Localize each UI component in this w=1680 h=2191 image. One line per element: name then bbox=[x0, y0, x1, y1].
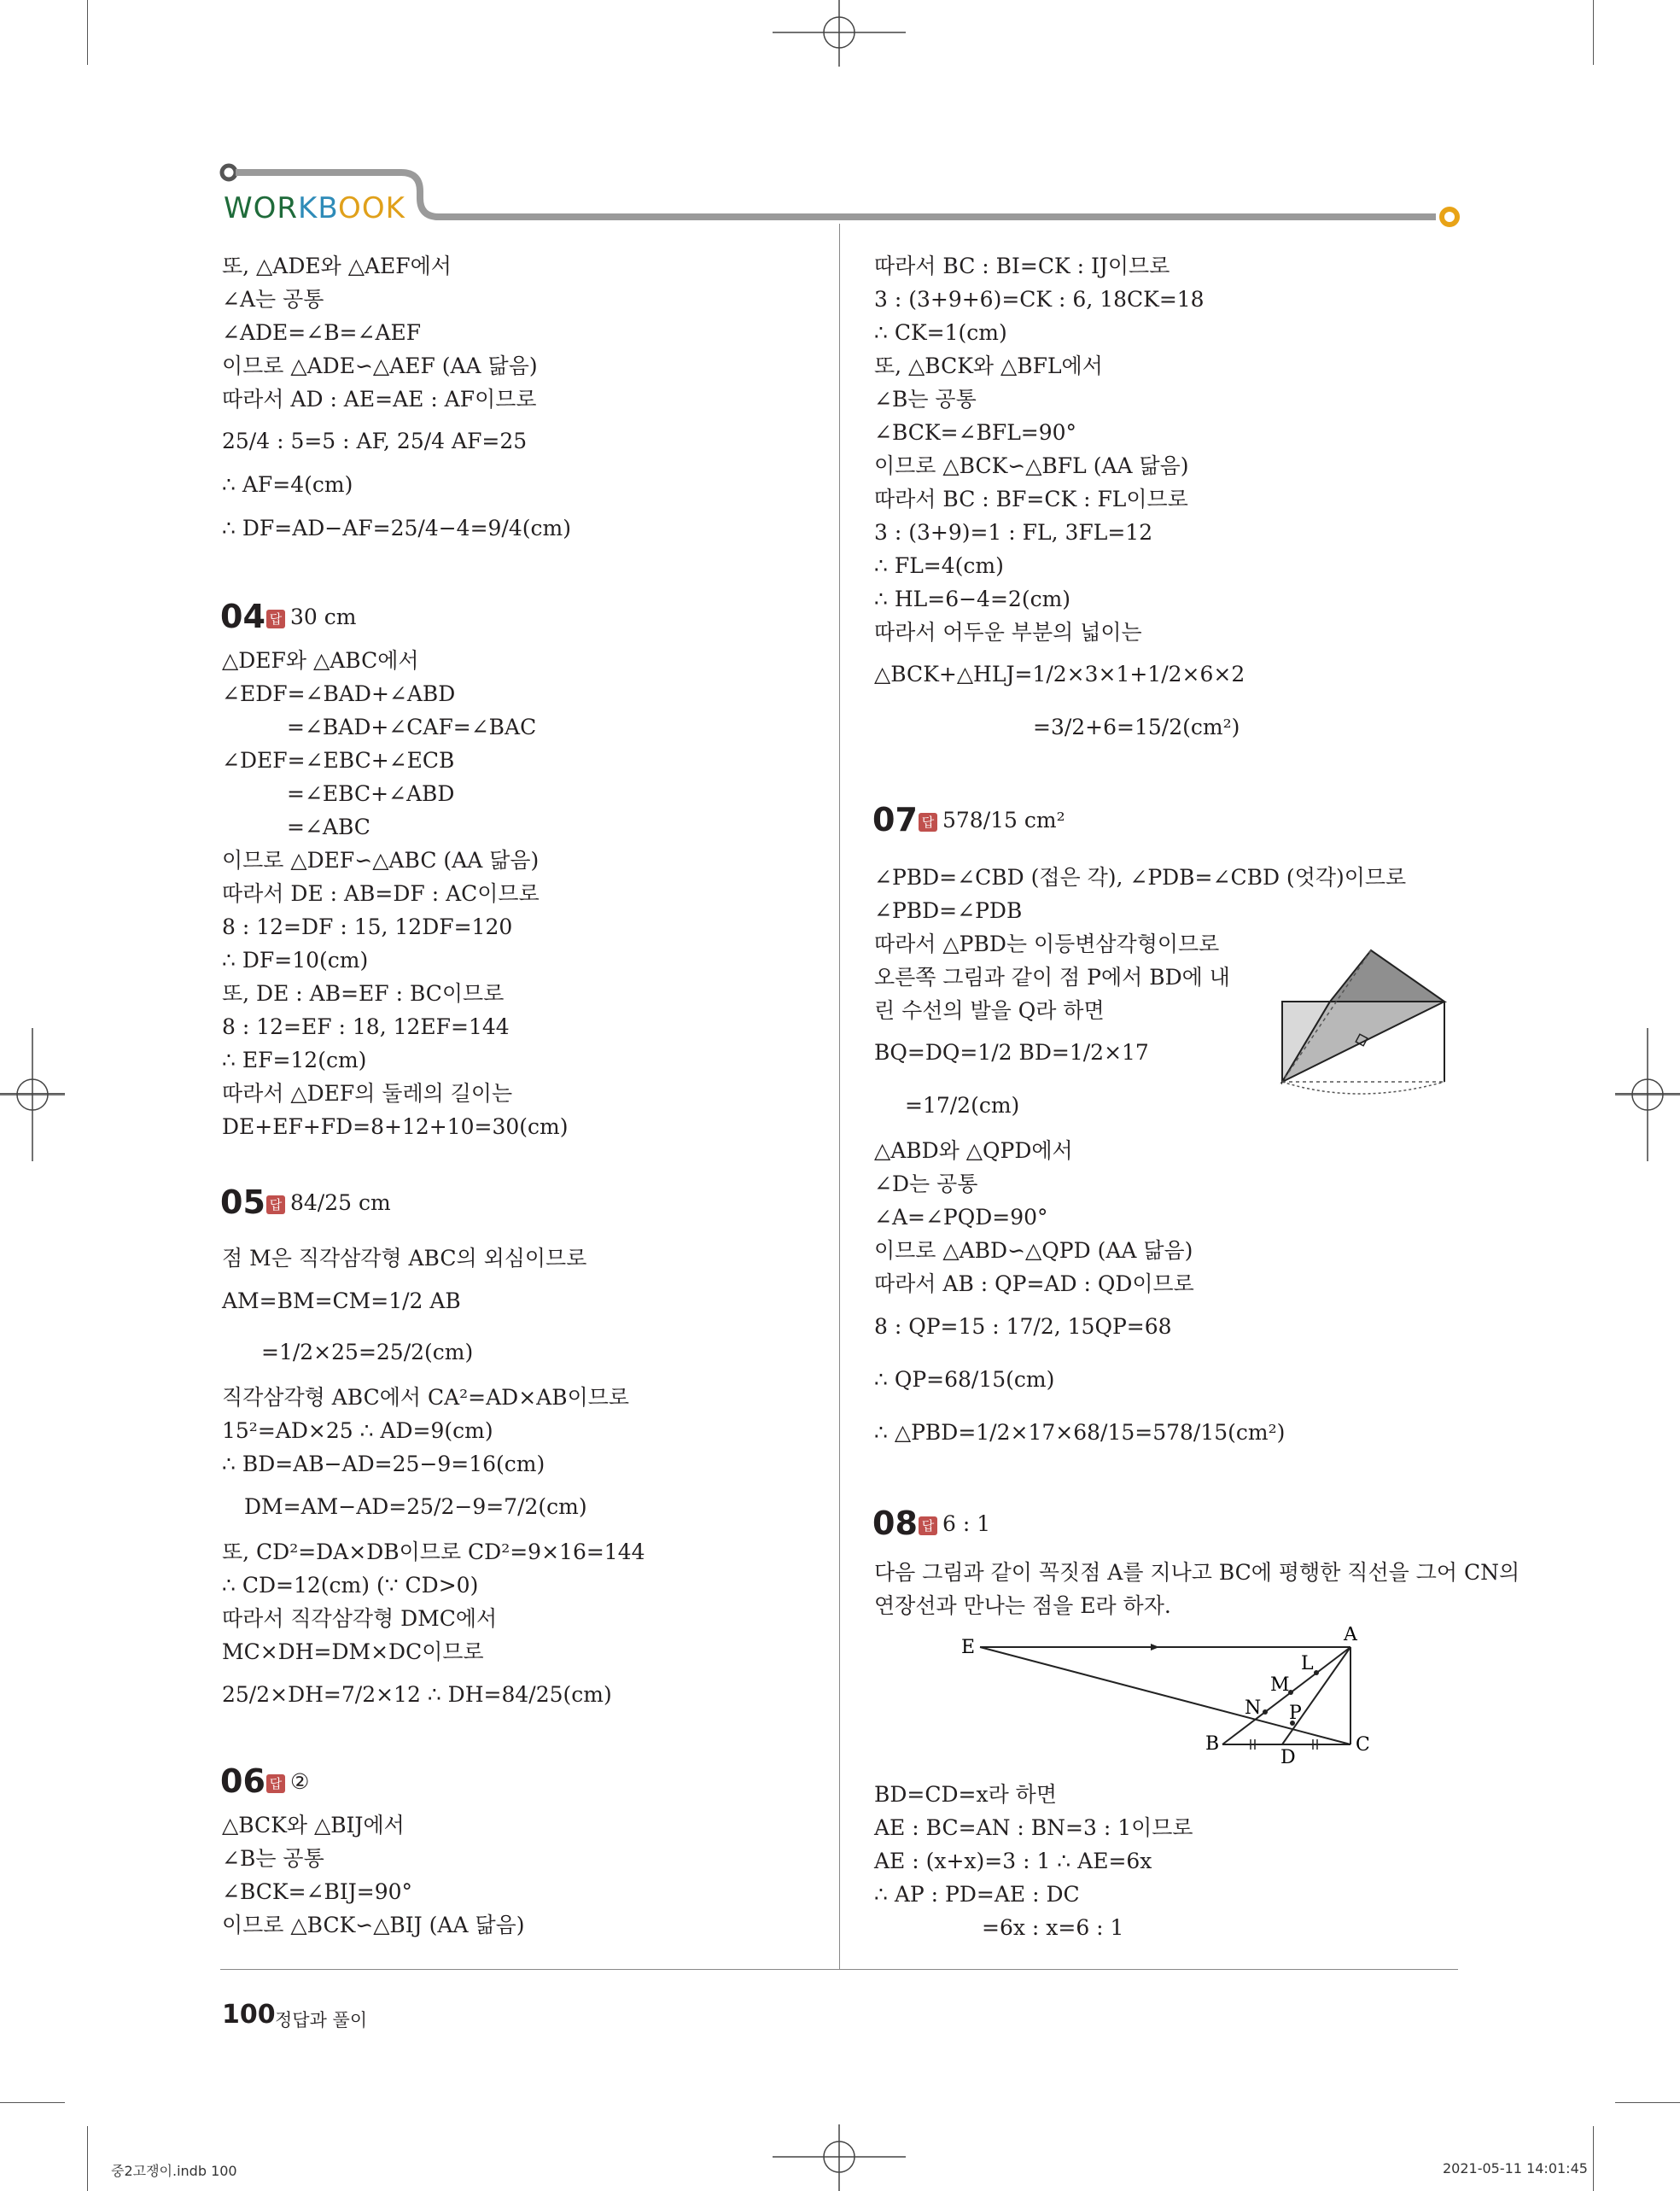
text-line: DM=AM−AD=25/2−9=7/2(cm) bbox=[244, 1494, 587, 1519]
answer-text: 578/15 cm² bbox=[942, 808, 1065, 833]
label: L bbox=[1301, 1653, 1314, 1674]
bottom-rule bbox=[220, 1969, 1458, 1970]
text-line: =∠ABC bbox=[287, 815, 370, 839]
text-line: ∠EDF=∠BAD+∠ABD bbox=[222, 681, 456, 706]
logo-letter: K bbox=[385, 191, 405, 225]
answer-icon: 답 bbox=[919, 813, 937, 832]
text-line: ∠B는 공통 bbox=[874, 387, 977, 412]
text-line: ∴ EF=12(cm) bbox=[222, 1048, 367, 1072]
text-line: AE : BC=AN : BN=3 : 1이므로 bbox=[874, 1815, 1193, 1840]
text-line: 또, △ADE와 △AEF에서 bbox=[222, 254, 452, 278]
text-line: AM=BM=CM=1/2 AB bbox=[222, 1288, 461, 1313]
text-line: 따라서 △DEF의 둘레의 길이는 bbox=[222, 1081, 513, 1106]
label: M bbox=[1270, 1674, 1290, 1696]
text-line: 따라서 △PBD는 이등변삼각형이므로 bbox=[874, 932, 1220, 956]
text-line: =3/2+6=15/2(cm²) bbox=[1033, 715, 1240, 739]
text-line: 점 M은 직각삼각형 ABC의 외심이므로 bbox=[222, 1246, 587, 1271]
text-line: 또, △BCK와 △BFL에서 bbox=[874, 353, 1103, 378]
text-line: 이므로 △BCK∽△BFL (AA 닮음) bbox=[874, 453, 1189, 478]
text-line: 이므로 △BCK∽△BIJ (AA 닮음) bbox=[222, 1913, 525, 1937]
text-line: MC×DH=DM×DC이므로 bbox=[222, 1639, 484, 1664]
text-line: ∠A는 공통 bbox=[222, 287, 324, 312]
answer-icon: 답 bbox=[266, 1774, 285, 1793]
answer-badge bbox=[919, 1511, 990, 1536]
text-line: 직각삼각형 ABC에서 CA²=AD×AB이므로 bbox=[222, 1385, 630, 1410]
text-line: 따라서 어두운 부분의 넓이는 bbox=[874, 620, 1142, 645]
label: N bbox=[1245, 1697, 1262, 1719]
workbook-logo bbox=[224, 191, 405, 225]
section-number: 06 bbox=[220, 1762, 265, 1800]
text-line: 8 : QP=15 : 17/2, 15QP=68 bbox=[874, 1314, 1172, 1339]
text-line: =6x : x=6 : 1 bbox=[982, 1915, 1124, 1940]
page-number: 100 bbox=[222, 2000, 276, 2030]
text-line: ∴ CK=1(cm) bbox=[874, 320, 1007, 345]
answer-badge bbox=[266, 1769, 309, 1794]
text-line: 이므로 △ADE∽△AEF (AA 닮음) bbox=[222, 353, 538, 378]
text-line: 25/2×DH=7/2×12 ∴ DH=84/25(cm) bbox=[222, 1682, 612, 1707]
text-line: ∴ △PBD=1/2×17×68/15=578/15(cm²) bbox=[874, 1420, 1286, 1445]
text-line: =∠EBC+∠ABD bbox=[287, 781, 455, 806]
text-line: ∠DEF=∠EBC+∠ECB bbox=[222, 748, 455, 773]
text-line: 8 : 12=DF : 15, 12DF=120 bbox=[222, 914, 513, 939]
answer-text: ② bbox=[290, 1769, 310, 1794]
text-line: 8 : 12=EF : 18, 12EF=144 bbox=[222, 1014, 510, 1039]
logo-letter: O bbox=[253, 191, 277, 225]
text-line: 오른쪽 그림과 같이 점 P에서 BD에 내 bbox=[874, 965, 1230, 990]
text-line: 25/4 : 5=5 : AF, 25/4 AF=25 bbox=[222, 429, 528, 453]
text-line: DE+EF+FD=8+12+10=30(cm) bbox=[222, 1114, 569, 1139]
text-line: ∴ DF=AD−AF=25/4−4=9/4(cm) bbox=[222, 516, 571, 540]
text-line: BD=CD=x라 하면 bbox=[874, 1782, 1057, 1807]
answer-text: 30 cm bbox=[290, 605, 357, 629]
logo-letter: B bbox=[318, 191, 339, 225]
text-line: AE : (x+x)=3 : 1 ∴ AE=6x bbox=[874, 1849, 1152, 1873]
text-line: =1/2×25=25/2(cm) bbox=[261, 1340, 474, 1364]
text-line: 다음 그림과 같이 꼭짓점 A를 지나고 BC에 평행한 직선을 그어 CN의 bbox=[874, 1560, 1520, 1585]
text-line: △BCK+△HLJ=1/2×3×1+1/2×6×2 bbox=[874, 662, 1245, 687]
text-line: ∠PBD=∠CBD (접은 각), ∠PDB=∠CBD (엇각)이므로 bbox=[874, 865, 1407, 890]
answer-badge bbox=[919, 808, 1065, 833]
text-line: ∠BCK=∠BFL=90° bbox=[874, 420, 1077, 445]
text-line: ∴ DF=10(cm) bbox=[222, 948, 369, 973]
text-line: 15²=AD×25 ∴ AD=9(cm) bbox=[222, 1418, 493, 1443]
logo-letter: R bbox=[277, 191, 299, 225]
text-line: 따라서 BC : BI=CK : IJ이므로 bbox=[874, 254, 1170, 278]
section-number: 05 bbox=[220, 1183, 265, 1221]
text-line: △DEF와 △ABC에서 bbox=[222, 648, 419, 673]
label: D bbox=[1280, 1747, 1296, 1763]
figure-07 bbox=[1229, 926, 1477, 1114]
text-line: 따라서 BC : BF=CK : FL이므로 bbox=[874, 487, 1188, 511]
answer-text: 84/25 cm bbox=[290, 1190, 391, 1215]
text-line: ∴ AF=4(cm) bbox=[222, 472, 353, 497]
text-line: ∴ AP : PD=AE : DC bbox=[874, 1882, 1080, 1907]
answer-badge bbox=[266, 605, 356, 629]
text-line: ∠ADE=∠B=∠AEF bbox=[222, 320, 422, 345]
text-line: ∠BCK=∠BIJ=90° bbox=[222, 1879, 413, 1904]
text-line: =17/2(cm) bbox=[905, 1093, 1020, 1118]
label: A bbox=[1344, 1627, 1357, 1645]
text-line: ∴ CD=12(cm) (∵ CD>0) bbox=[222, 1573, 479, 1598]
answer-text: 6 : 1 bbox=[942, 1511, 991, 1536]
page-label: 정답과 풀이 bbox=[275, 2010, 368, 2030]
text-line: ∴ FL=4(cm) bbox=[874, 553, 1004, 578]
text-line: ∠B는 공통 bbox=[222, 1846, 324, 1871]
answer-icon: 답 bbox=[266, 1195, 285, 1214]
text-line: 3 : (3+9+6)=CK : 6, 18CK=18 bbox=[874, 287, 1205, 312]
text-line: =∠BAD+∠CAF=∠BAC bbox=[287, 715, 537, 739]
text-line: BQ=DQ=1/2 BD=1/2×17 bbox=[874, 1040, 1149, 1065]
label: B bbox=[1205, 1733, 1220, 1755]
logo-letter: K bbox=[298, 191, 318, 225]
answer-icon: 답 bbox=[919, 1516, 937, 1535]
text-line: ∠PBD=∠PDB bbox=[874, 898, 1023, 923]
section-number: 07 bbox=[872, 801, 918, 838]
text-line: △ABD와 △QPD에서 bbox=[874, 1138, 1073, 1163]
text-line: 3 : (3+9)=1 : FL, 3FL=12 bbox=[874, 520, 1153, 545]
figure-08 bbox=[956, 1627, 1400, 1763]
column-divider bbox=[839, 224, 840, 1969]
logo-letter: O bbox=[338, 191, 362, 225]
answer-icon: 답 bbox=[266, 610, 285, 628]
text-line: 린 수선의 발을 Q라 하면 bbox=[874, 998, 1105, 1023]
text-line: 연장선과 만나는 점을 E라 하자. bbox=[874, 1593, 1171, 1618]
section-number: 04 bbox=[220, 598, 265, 635]
answer-badge bbox=[266, 1190, 391, 1215]
text-line: 따라서 AD : AE=AE : AF이므로 bbox=[222, 387, 537, 412]
label: P bbox=[1289, 1703, 1302, 1724]
text-line: ∠D는 공통 bbox=[874, 1171, 978, 1196]
triangle-ped bbox=[1330, 950, 1444, 1002]
text-line: ∴ BD=AB−AD=25−9=16(cm) bbox=[222, 1452, 545, 1476]
label: C bbox=[1356, 1734, 1370, 1756]
text-line: 또, DE : AB=EF : BC이므로 bbox=[222, 981, 505, 1006]
text-line: ∠A=∠PQD=90° bbox=[874, 1205, 1048, 1230]
logo-letter: W bbox=[224, 191, 254, 225]
logo-letter: O bbox=[361, 191, 386, 225]
text-line: 따라서 직각삼각형 DMC에서 bbox=[222, 1606, 498, 1631]
text-line: ∴ HL=6−4=2(cm) bbox=[874, 587, 1071, 611]
text-line: 이므로 △ABD∽△QPD (AA 닮음) bbox=[874, 1238, 1193, 1263]
timestamp: 2021-05-11 14:01:45 bbox=[1443, 2160, 1588, 2176]
text-line: 따라서 DE : AB=DF : AC이므로 bbox=[222, 881, 540, 906]
text-line: 이므로 △DEF∽△ABC (AA 닮음) bbox=[222, 848, 540, 873]
label: E bbox=[961, 1637, 976, 1658]
text-line: ∴ QP=68/15(cm) bbox=[874, 1367, 1055, 1392]
file-info: 중2고쟁이.indb 100 bbox=[111, 2163, 237, 2179]
text-line: 따라서 AB : QP=AD : QD이므로 bbox=[874, 1271, 1194, 1296]
section-number: 08 bbox=[872, 1504, 918, 1542]
text-line: 또, CD²=DA×DB이므로 CD²=9×16=144 bbox=[222, 1540, 645, 1564]
text-line: △BCK와 △BIJ에서 bbox=[222, 1813, 405, 1838]
